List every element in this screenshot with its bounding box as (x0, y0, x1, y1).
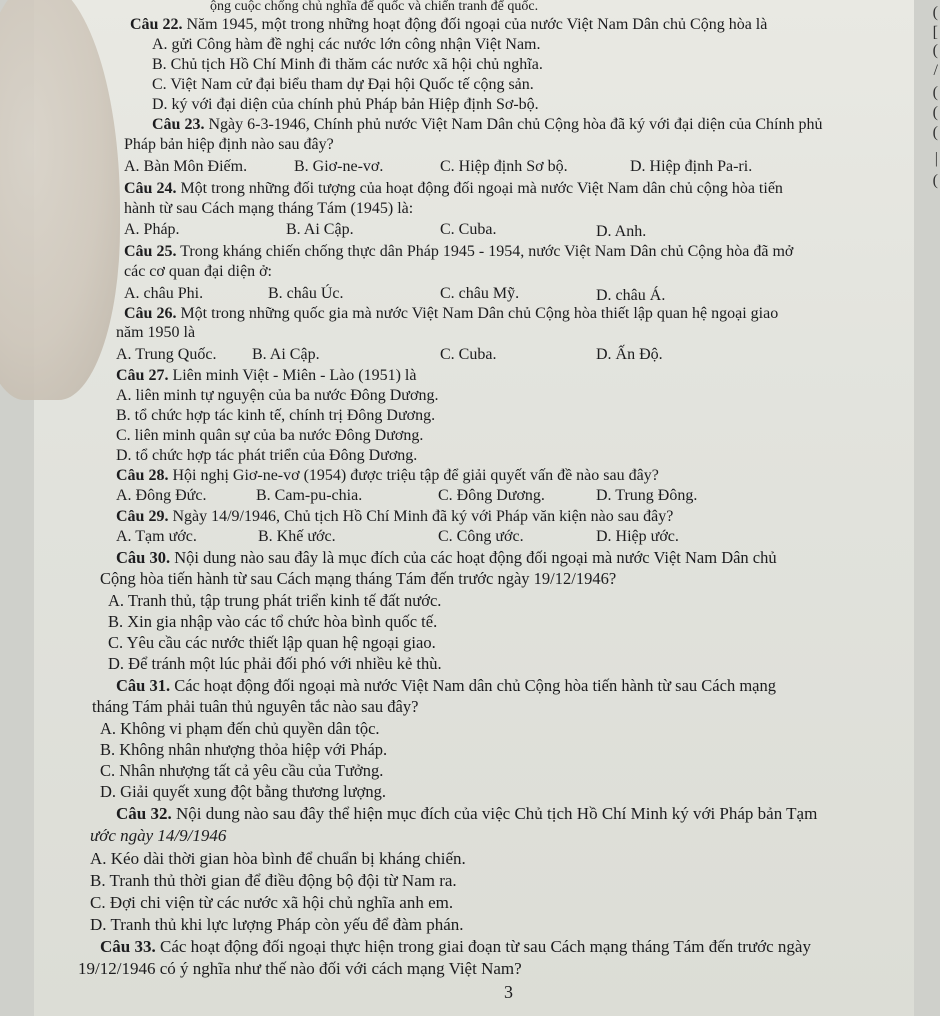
option-a: A. gửi Công hàm đề nghị các nước lớn công nhận Việt Nam. (152, 36, 541, 53)
edge-mark: ( (932, 84, 938, 101)
question-label: Câu 33. (100, 937, 156, 956)
option-b: B. tổ chức hợp tác kinh tế, chính trị Đông Dương. (116, 407, 436, 424)
question-27 (116, 367, 416, 385)
question-28 (116, 467, 659, 485)
question-22 (130, 16, 767, 34)
question-label: Câu 32. (116, 804, 172, 823)
question-text-cont: tháng Tám phải tuân thủ nguyên tắc nào sau đây? (92, 697, 419, 716)
option-b: B. Chủ tịch Hồ Chí Minh đi thăm các nước xã hội chủ nghĩa. (152, 56, 543, 73)
question-29 (116, 508, 673, 526)
edge-mark: ( (932, 124, 938, 141)
question-label: Câu 23. (152, 116, 205, 133)
question-text: Các hoạt động đối ngoại thực hiện trong giai đoạn từ sau Cách mạng tháng Tám đến trước ngày (155, 937, 811, 956)
option-a: A. Pháp. (124, 221, 180, 238)
question-label: Câu 24. (124, 180, 177, 197)
option-c: C. Cuba. (440, 221, 497, 238)
right-edge-marks (924, 0, 938, 200)
header-fragment: ộng cuộc chống chủ nghĩa đế quốc và chiến tranh để quốc. (210, 0, 539, 14)
option-a: A. Đông Đức. (116, 487, 207, 504)
question-text-cont: ước ngày 14/9/1946 (90, 826, 227, 845)
page-number: 3 (504, 982, 513, 1002)
option-d: D. ký với đại diện của chính phủ Pháp bản Hiệp định Sơ-bộ. (152, 96, 539, 113)
question-text-cont: Pháp bản hiệp định nào sau đây? (124, 136, 334, 153)
question-label: Câu 22. (130, 16, 183, 33)
question-label: Câu 27. (116, 367, 169, 384)
question-label: Câu 29. (116, 508, 169, 525)
option-c: C. Yêu cầu các nước thiết lập quan hệ ngoại giao. (108, 633, 436, 652)
question-text-cont: năm 1950 là (116, 324, 196, 341)
option-b: B. Khế ước. (258, 528, 336, 545)
option-d: D. Giải quyết xung đột bằng thương lượng. (100, 782, 387, 801)
option-c: C. Hiệp định Sơ bộ. (440, 158, 568, 175)
option-c: C. Nhân nhượng tất cả yêu cầu của Tưởng. (100, 761, 384, 780)
option-b: B. Giơ-ne-vơ. (294, 158, 384, 175)
question-label: Câu 26. (124, 305, 177, 322)
option-d: D. Ấn Độ. (596, 346, 663, 363)
question-text-cont: các cơ quan đại diện ở: (124, 263, 272, 280)
option-d: D. Hiệp định Pa-ri. (630, 158, 753, 175)
option-d: D. Anh. (596, 223, 647, 240)
question-33 (100, 938, 811, 956)
question-label: Câu 28. (116, 467, 169, 484)
option-d: D. châu Á. (596, 287, 666, 304)
question-text: Liên minh Việt - Miên - Lào (1951) là (168, 367, 417, 384)
option-c: C. châu Mỹ. (440, 285, 520, 302)
question-text: Nội dung nào sau đây là mục đích của các hoạt động đối ngoại mà nước Việt Nam Dân chủ (170, 548, 777, 567)
question-26 (124, 305, 778, 323)
question-text: Một trong những đối tượng của hoạt động đối ngoại mà nước Việt Nam dân chủ cộng hòa tiến (176, 180, 783, 197)
option-b: B. Tranh thủ thời gian để điều động bộ đội từ Nam ra. (90, 871, 457, 890)
question-text: Ngày 6-3-1946, Chính phủ nước Việt Nam Dân chủ Cộng hòa đã ký với đại diện của Chính phủ (204, 116, 823, 133)
question-text: Nội dung nào sau đây thể hiện mục đích của việc Chủ tịch Hồ Chí Minh ký với Pháp bản Tạm (171, 804, 818, 823)
question-label: Câu 31. (116, 676, 171, 695)
question-label: Câu 30. (116, 548, 171, 567)
option-b: B. Ai Cập. (252, 346, 320, 363)
option-d: D. Hiệp ước. (596, 528, 679, 545)
option-d: D. tổ chức hợp tác phát triển của Đông Dương. (116, 447, 418, 464)
question-text-cont: Cộng hòa tiến hành từ sau Cách mạng tháng Tám đến trước ngày 19/12/1946? (100, 569, 617, 588)
option-a: A. liên minh tự nguyện của ba nước Đông Dương. (116, 387, 439, 404)
question-30 (116, 549, 777, 567)
edge-mark: ( (932, 42, 938, 59)
edge-mark: ( (932, 4, 938, 21)
option-c: C. Cuba. (440, 346, 497, 363)
option-d: D. Tranh thủ khi lực lượng Pháp còn yếu để đàm phán. (90, 915, 464, 934)
option-c: C. Đợi chi viện từ các nước xã hội chủ nghĩa anh em. (90, 893, 454, 912)
option-a: A. Kéo dài thời gian hòa bình để chuẩn bị kháng chiến. (90, 849, 466, 868)
question-label: Câu 25. (124, 243, 177, 260)
question-23 (152, 116, 822, 134)
option-a: A. Tạm ước. (116, 528, 197, 545)
edge-mark: [ (932, 24, 938, 41)
option-b: B. Ai Cập. (286, 221, 354, 238)
question-text: Hội nghị Giơ-ne-vơ (1954) được triệu tập để giải quyết vấn đề nào sau đây? (168, 467, 659, 484)
question-text: Ngày 14/9/1946, Chủ tịch Hồ Chí Minh đã ký với Pháp văn kiện nào sau đây? (168, 508, 674, 525)
question-text-cont: hành từ sau Cách mạng tháng Tám (1945) là: (124, 200, 414, 217)
option-b: B. Cam-pu-chia. (256, 487, 363, 504)
option-d: D. Để tránh một lúc phải đối phó với nhiều kẻ thù. (108, 654, 442, 673)
option-d: D. Trung Đông. (596, 487, 698, 504)
question-text: Một trong những quốc gia mà nước Việt Nam Dân chủ Cộng hòa thiết lập quan hệ ngoại giao (176, 305, 779, 322)
option-a: A. Trung Quốc. (116, 346, 217, 363)
question-text: Các hoạt động đối ngoại mà nước Việt Nam dân chủ Cộng hòa tiến hành từ sau Cách mạng (170, 676, 776, 695)
option-a: A. Bàn Môn Điếm. (124, 158, 248, 175)
option-b: B. Xin gia nhập vào các tổ chức hòa bình quốc tế. (108, 612, 438, 631)
question-text: Trong kháng chiến chống thực dân Pháp 1945 - 1954, nước Việt Nam Dân chủ Cộng hòa đã mở (176, 243, 794, 260)
edge-mark: / (933, 62, 938, 79)
question-24 (124, 180, 783, 198)
question-32 (116, 805, 817, 823)
option-c: C. liên minh quân sự của ba nước Đông Dương. (116, 427, 424, 444)
option-a: A. Tranh thủ, tập trung phát triển kinh tế đất nước. (108, 591, 442, 610)
edge-mark: ( (932, 104, 938, 121)
option-c: C. Đông Dương. (438, 487, 545, 504)
option-a: A. Không vi phạm đến chủ quyền dân tộc. (100, 719, 380, 738)
edge-mark: | (934, 150, 938, 167)
option-c: C. Công ước. (438, 528, 524, 545)
option-c: C. Việt Nam cử đại biểu tham dự Đại hội Quốc tế cộng sản. (152, 76, 534, 93)
question-25 (124, 243, 793, 261)
option-a: A. châu Phi. (124, 285, 204, 302)
option-b: B. châu Úc. (268, 285, 344, 302)
question-31 (116, 677, 776, 695)
question-text-cont: 19/12/1946 có ý nghĩa như thế nào đối với cách mạng Việt Nam? (78, 959, 522, 978)
option-b: B. Không nhân nhượng thỏa hiệp với Pháp. (100, 740, 388, 759)
edge-mark: ( (932, 172, 938, 189)
question-text: Năm 1945, một trong những hoạt động đối ngoại của nước Việt Nam Dân chủ Cộng hòa là (182, 16, 768, 33)
